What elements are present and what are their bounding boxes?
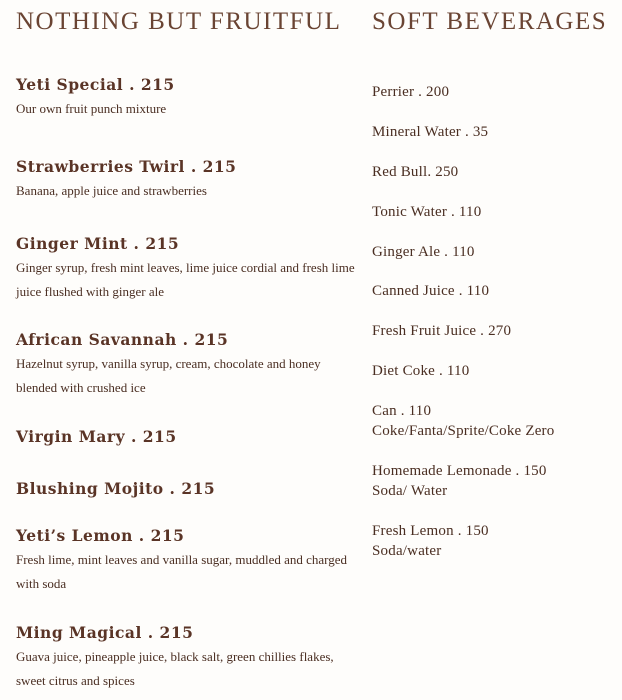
beverage-item-can	[372, 401, 617, 441]
beverage-item-fresh-fruit-juice	[372, 321, 617, 341]
item-description: Fresh lime, mint leaves and vanilla sugar, muddled and charged with soda	[16, 552, 348, 591]
beverage-name: Fresh Lemon . 150	[372, 523, 489, 539]
item-name: Ginger Mint . 215	[16, 234, 180, 253]
menu-item-ginger-mint	[16, 234, 361, 304]
menu-item-strawberries-twirl	[16, 157, 361, 203]
beverage-name: Ginger Ale . 110	[372, 244, 475, 260]
beverage-name: Can . 110	[372, 403, 432, 419]
item-name: Ming Magical . 215	[16, 623, 194, 642]
item-description: Guava juice, pineapple juice, black salt, green chillies flakes, sweet citrus and spices	[16, 649, 334, 688]
beverage-item-ginger-ale	[372, 242, 617, 262]
beverage-item-diet-coke	[372, 361, 617, 381]
menu-item-virgin-mary	[16, 427, 361, 447]
beverage-item-perrier	[372, 82, 617, 102]
item-description: Banana, apple juice and strawberries	[16, 183, 207, 198]
item-name: Strawberries Twirl . 215	[16, 157, 237, 176]
beverage-options: Soda/ Water	[372, 483, 448, 499]
item-description: Hazelnut syrup, vanilla syrup, cream, chocolate and honey blended with crushed ice	[16, 356, 321, 395]
beverage-options: Soda/water	[372, 543, 442, 559]
beverage-name: Diet Coke . 110	[372, 363, 470, 379]
section-title-soft-beverages: SOFT BEVERAGES	[372, 8, 608, 35]
item-name: Blushing Mojito . 215	[16, 479, 216, 498]
beverage-name: Tonic Water . 110	[372, 204, 482, 220]
item-name: Yeti’s Lemon . 215	[16, 526, 185, 545]
beverage-item-fresh-lemon	[372, 521, 617, 561]
item-name: Virgin Mary . 215	[16, 427, 177, 446]
item-name: Yeti Special . 215	[16, 75, 175, 94]
menu-item-yeti-special	[16, 75, 361, 121]
menu-item-yetis-lemon	[16, 526, 361, 596]
beverage-name: Perrier . 200	[372, 84, 450, 100]
beverage-name: Homemade Lemonade . 150	[372, 463, 547, 479]
beverage-options: Coke/Fanta/Sprite/Coke Zero	[372, 423, 555, 439]
beverage-name: Mineral Water . 35	[372, 124, 489, 140]
beverage-name: Red Bull. 250	[372, 164, 459, 180]
item-description: Ginger syrup, fresh mint leaves, lime juice cordial and fresh lime juice flushed with ginger ale	[16, 260, 355, 299]
beverage-item-mineral-water	[372, 122, 617, 142]
beverage-item-red-bull	[372, 162, 617, 182]
beverage-name: Fresh Fruit Juice . 270	[372, 323, 512, 339]
item-name: African Savannah . 215	[16, 330, 229, 349]
menu-item-african-savannah	[16, 330, 361, 400]
item-description: Our own fruit punch mixture	[16, 101, 167, 116]
beverage-name: Canned Juice . 110	[372, 283, 490, 299]
menu-item-ming-magical	[16, 623, 361, 693]
beverage-item-tonic-water	[372, 202, 617, 222]
section-title-fruitful: NOTHING BUT FRUITFUL	[16, 8, 342, 35]
beverage-item-homemade-lemonade	[372, 461, 617, 501]
menu-item-blushing-mojito	[16, 479, 361, 499]
beverage-item-canned-juice	[372, 281, 617, 301]
